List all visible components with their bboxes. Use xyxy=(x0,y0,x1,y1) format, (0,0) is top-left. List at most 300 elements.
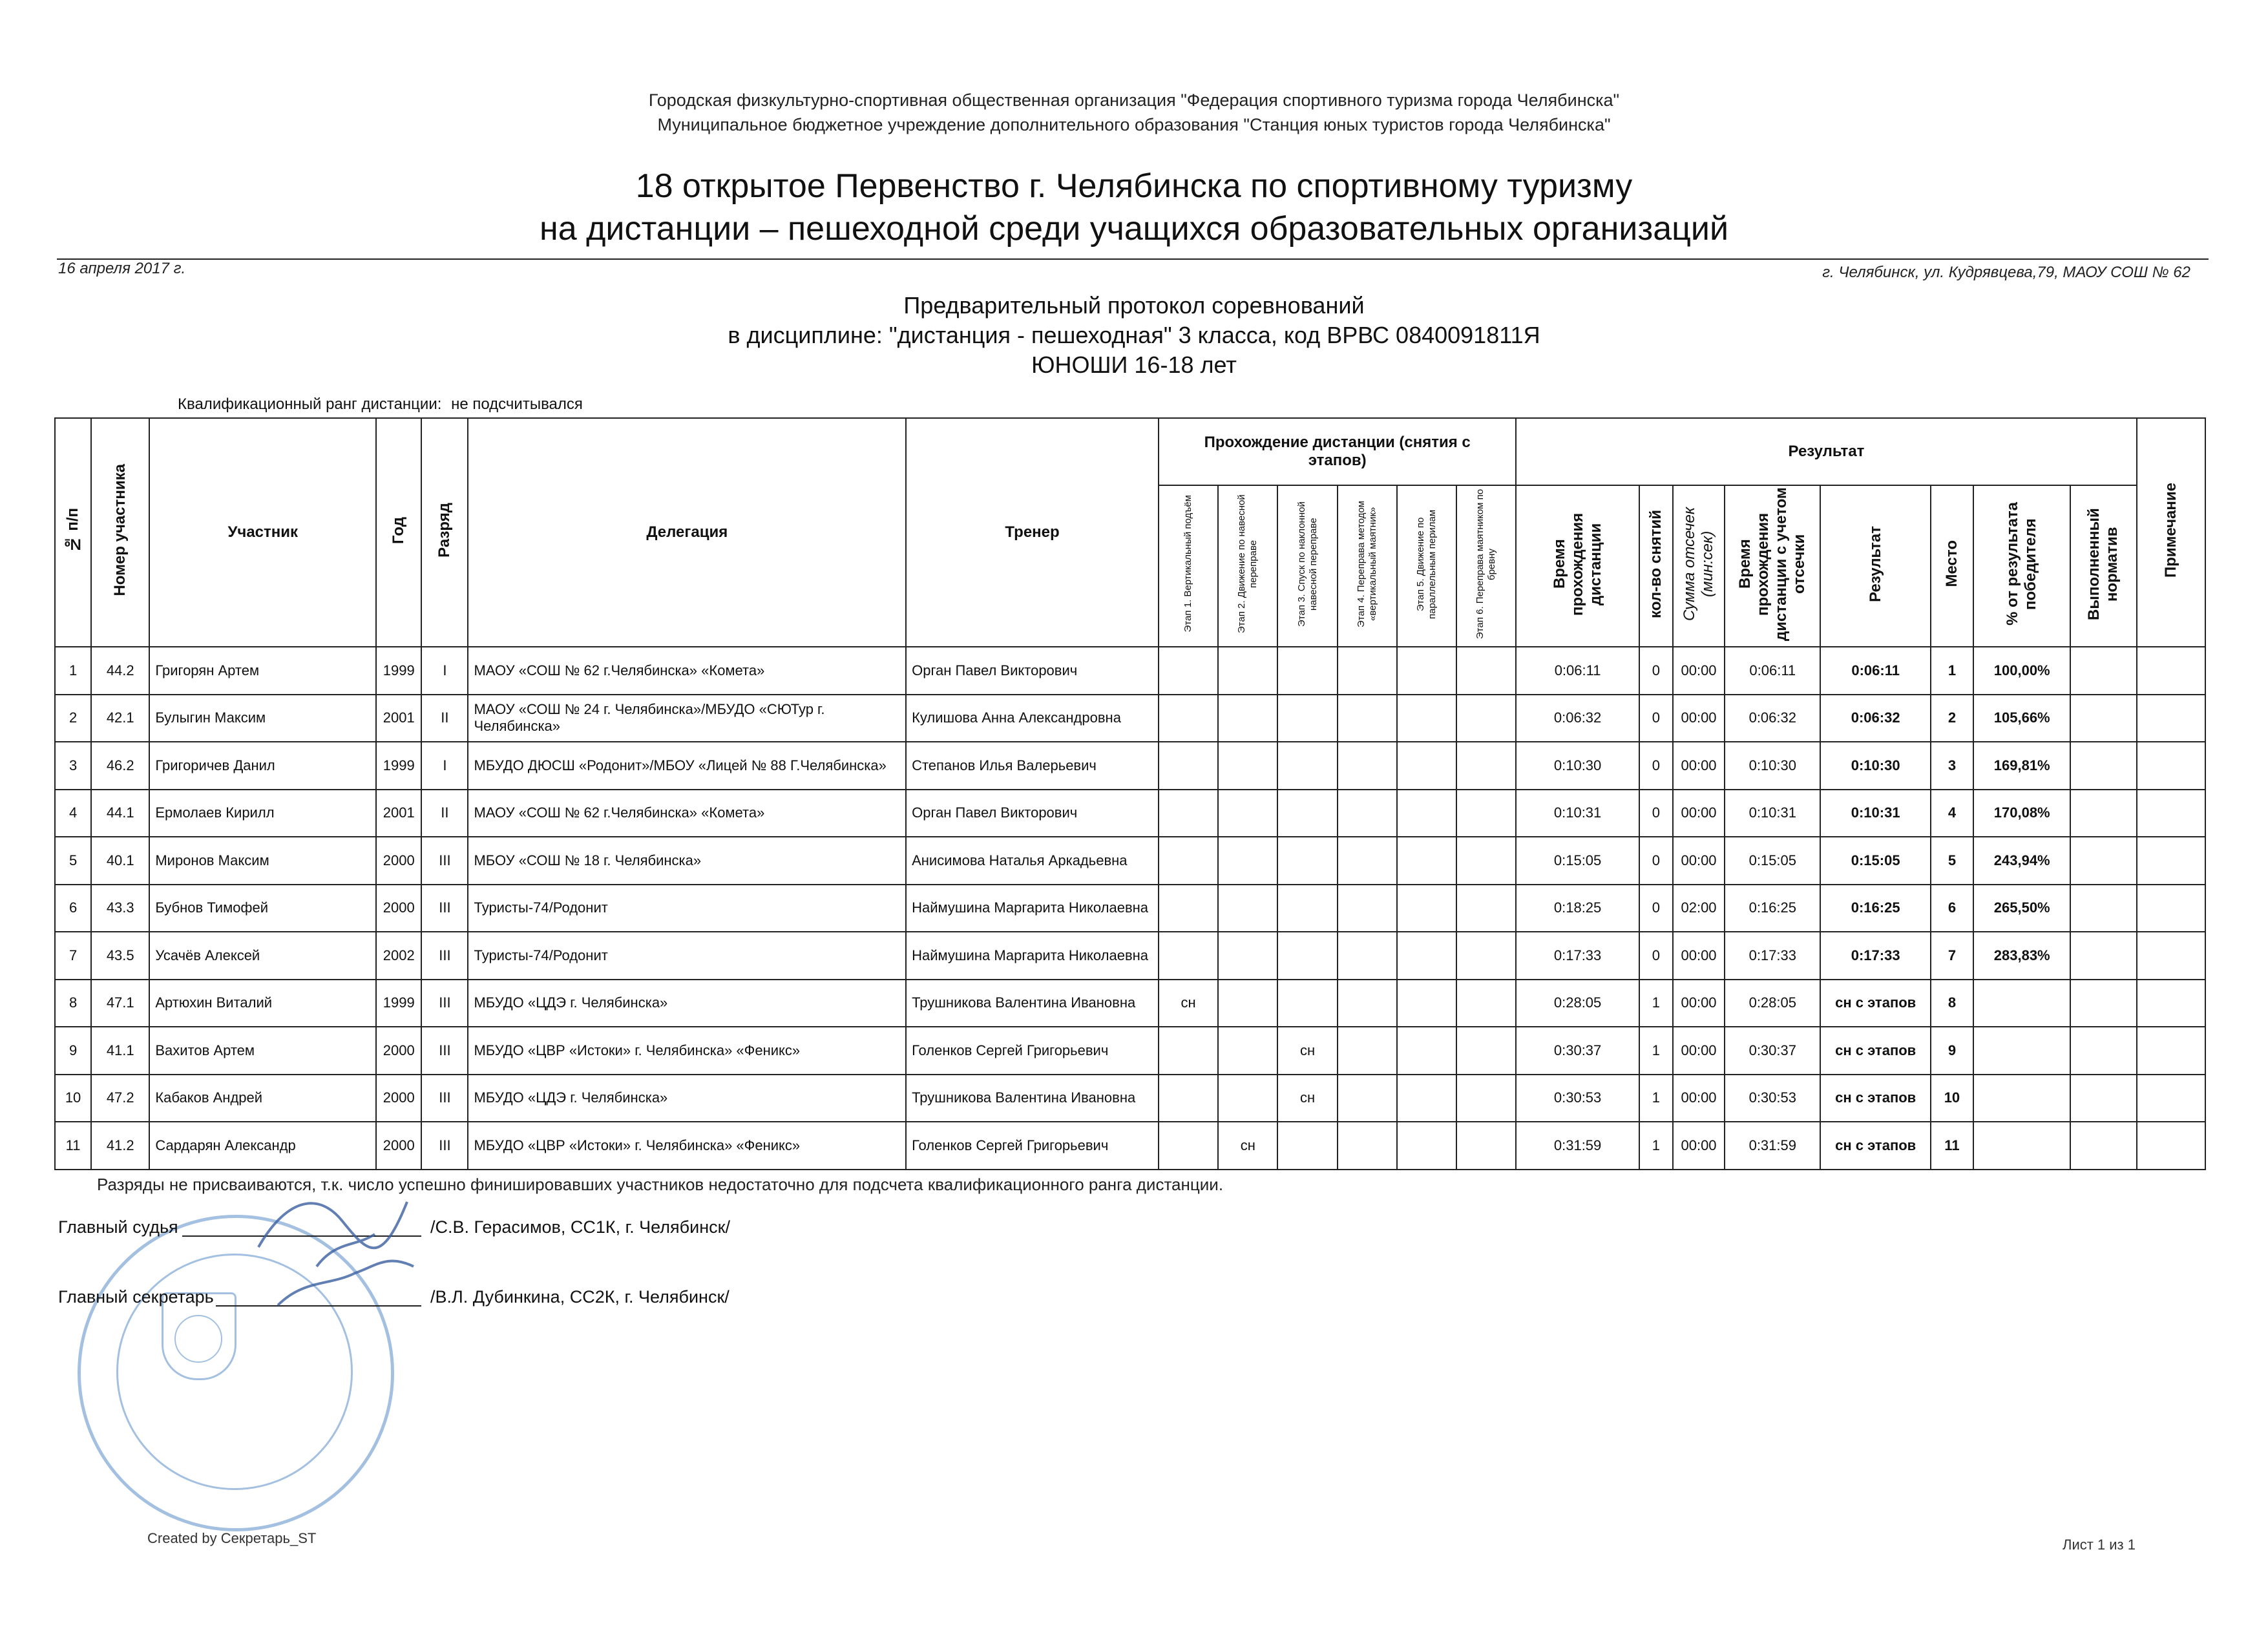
age-group: ЮНОШИ 16-18 лет xyxy=(1031,352,1237,378)
cell-n: 7 xyxy=(55,932,91,980)
cell-s4 xyxy=(1338,1075,1397,1122)
cell-result: 0:16:25 xyxy=(1820,885,1930,932)
cell-coach: Анисимова Наталья Аркадьевна xyxy=(906,837,1159,885)
cell-s4 xyxy=(1338,1027,1397,1075)
cell-delegation: МБОУ «СОШ № 18 г. Челябинска» xyxy=(468,837,906,885)
cell-s6 xyxy=(1456,932,1516,980)
rank-line xyxy=(178,395,583,414)
cell-coach: Трушникова Валентина Ивановна xyxy=(906,1075,1159,1122)
table-row xyxy=(55,695,2205,742)
cell-s3 xyxy=(1277,742,1337,790)
cell-place: 5 xyxy=(1931,837,1973,885)
table-row xyxy=(55,932,2205,980)
cell-s5 xyxy=(1397,647,1456,695)
col-stage-1-header: Этап 1. Вертикальный подъём xyxy=(1159,485,1218,647)
col-norm-header: Выполненный норматив xyxy=(2070,485,2136,647)
cell-place: 6 xyxy=(1931,885,1973,932)
cell-rem: 1 xyxy=(1639,1122,1673,1170)
cell-result: 0:06:32 xyxy=(1820,695,1930,742)
cell-coach: Орган Павел Викторович xyxy=(906,790,1159,837)
cell-year: 1999 xyxy=(376,742,421,790)
cell-s3 xyxy=(1277,790,1337,837)
cell-s6 xyxy=(1456,695,1516,742)
col-stage-5-header: Этап 5. Движение по параллельным перилам xyxy=(1397,485,1456,647)
cell-rank: III xyxy=(421,837,468,885)
cell-s2: сн xyxy=(1218,1122,1277,1170)
cell-time: 0:30:53 xyxy=(1516,1075,1639,1122)
handwritten-signature xyxy=(246,1176,452,1318)
cell-result: сн с этапов xyxy=(1820,1122,1930,1170)
cell-pct xyxy=(1973,1122,2070,1170)
cell-s5 xyxy=(1397,885,1456,932)
cell-pct: 243,94% xyxy=(1973,837,2070,885)
cell-rank: III xyxy=(421,1027,468,1075)
col-result-group-header: Результат xyxy=(1516,418,2136,485)
cell-rank: I xyxy=(421,742,468,790)
cell-s3 xyxy=(1277,647,1337,695)
cell-norm xyxy=(2070,932,2136,980)
cell-name: Миронов Максим xyxy=(149,837,376,885)
table-row xyxy=(55,885,2205,932)
cell-norm xyxy=(2070,885,2136,932)
cell-n: 11 xyxy=(55,1122,91,1170)
cell-s1 xyxy=(1159,1027,1218,1075)
cell-year: 2000 xyxy=(376,1027,421,1075)
cell-norm xyxy=(2070,790,2136,837)
cell-rem: 1 xyxy=(1639,1027,1673,1075)
cell-n: 8 xyxy=(55,980,91,1027)
cell-rem: 1 xyxy=(1639,1075,1673,1122)
cell-s6 xyxy=(1456,1075,1516,1122)
cell-s3 xyxy=(1277,932,1337,980)
col-stage-6-header: Этап 6. Переправа маятником по бревну xyxy=(1456,485,1516,647)
cell-s2 xyxy=(1218,932,1277,980)
col-stage-2-header: Этап 2. Движение по навесной переправе xyxy=(1218,485,1277,647)
cell-s3 xyxy=(1277,837,1337,885)
cell-coach: Наймушина Маргарита Николаевна xyxy=(906,932,1159,980)
cell-coach: Голенков Сергей Григорьевич xyxy=(906,1122,1159,1170)
col-time-header: Время прохождения дистанции xyxy=(1516,485,1639,647)
cell-time: 0:18:25 xyxy=(1516,885,1639,932)
title-line-1: 18 открытое Первенство г. Челябинска по спортивному туризму xyxy=(635,167,1633,205)
cell-time: 0:06:11 xyxy=(1516,647,1639,695)
cell-year: 2000 xyxy=(376,1122,421,1170)
cell-net: 0:17:33 xyxy=(1725,932,1820,980)
cell-delegation: МБУДО «ЦДЭ г. Челябинска» xyxy=(468,1075,906,1122)
cell-norm xyxy=(2070,1122,2136,1170)
cell-result: 0:17:33 xyxy=(1820,932,1930,980)
cell-no: 42.1 xyxy=(91,695,149,742)
cell-note xyxy=(2137,647,2205,695)
cell-place: 4 xyxy=(1931,790,1973,837)
stamp-emblem-icon xyxy=(174,1315,222,1363)
cell-s2 xyxy=(1218,837,1277,885)
cell-cut: 00:00 xyxy=(1673,980,1725,1027)
cell-time: 0:15:05 xyxy=(1516,837,1639,885)
cell-net: 0:31:59 xyxy=(1725,1122,1820,1170)
cell-note xyxy=(2137,1027,2205,1075)
cell-year: 1999 xyxy=(376,647,421,695)
cell-name: Вахитов Артем xyxy=(149,1027,376,1075)
cell-n: 3 xyxy=(55,742,91,790)
cell-note xyxy=(2137,885,2205,932)
cell-no: 43.5 xyxy=(91,932,149,980)
cell-cut: 00:00 xyxy=(1673,695,1725,742)
cell-s1 xyxy=(1159,695,1218,742)
cell-s1 xyxy=(1159,742,1218,790)
cell-s5 xyxy=(1397,932,1456,980)
cell-result: 0:15:05 xyxy=(1820,837,1930,885)
cell-result: 0:10:30 xyxy=(1820,742,1930,790)
cell-s6 xyxy=(1456,1027,1516,1075)
cell-pct: 100,00% xyxy=(1973,647,2070,695)
cell-net: 0:16:25 xyxy=(1725,885,1820,932)
col-result-header: Результат xyxy=(1820,485,1930,647)
cell-pct: 170,08% xyxy=(1973,790,2070,837)
cell-name: Усачёв Алексей xyxy=(149,932,376,980)
cell-s6 xyxy=(1456,885,1516,932)
table-row xyxy=(55,1027,2205,1075)
cell-rem: 0 xyxy=(1639,885,1673,932)
cell-cut: 00:00 xyxy=(1673,837,1725,885)
cell-s1: сн xyxy=(1159,980,1218,1027)
title-line-2: на дистанции – пешеходной среди учащихся образовательных организаций xyxy=(539,210,1728,247)
cell-name: Булыгин Максим xyxy=(149,695,376,742)
cell-place: 11 xyxy=(1931,1122,1973,1170)
chief-judge-label: Главный судья xyxy=(58,1217,178,1237)
cell-pct: 105,66% xyxy=(1973,695,2070,742)
cell-name: Бубнов Тимофей xyxy=(149,885,376,932)
cell-place: 10 xyxy=(1931,1075,1973,1122)
table-row xyxy=(55,1075,2205,1122)
cell-coach: Орган Павел Викторович xyxy=(906,647,1159,695)
col-stage-3-header: Этап 3. Спуск по наклонной навесной переправе xyxy=(1277,485,1337,647)
cell-norm xyxy=(2070,980,2136,1027)
cell-cut: 00:00 xyxy=(1673,742,1725,790)
cell-s6 xyxy=(1456,980,1516,1027)
cell-place: 2 xyxy=(1931,695,1973,742)
discipline: в дисциплине: "дистанция - пешеходная" 3 класса, код ВРВС 0840091811Я xyxy=(728,322,1540,348)
cell-year: 2001 xyxy=(376,790,421,837)
cell-year: 2000 xyxy=(376,1075,421,1122)
cell-s4 xyxy=(1338,695,1397,742)
cell-s2 xyxy=(1218,1027,1277,1075)
cell-result: 0:10:31 xyxy=(1820,790,1930,837)
cell-n: 5 xyxy=(55,837,91,885)
results-table xyxy=(54,417,2206,1170)
cell-no: 43.3 xyxy=(91,885,149,932)
cell-year: 2000 xyxy=(376,885,421,932)
cell-rank: III xyxy=(421,932,468,980)
cell-s2 xyxy=(1218,742,1277,790)
cell-rem: 0 xyxy=(1639,837,1673,885)
cell-name: Ермолаев Кирилл xyxy=(149,790,376,837)
cell-note xyxy=(2137,932,2205,980)
cell-delegation: МАОУ «СОШ № 62 г.Челябинска» «Комета» xyxy=(468,647,906,695)
cell-net: 0:30:37 xyxy=(1725,1027,1820,1075)
cell-norm xyxy=(2070,837,2136,885)
cell-note xyxy=(2137,695,2205,742)
cell-year: 2001 xyxy=(376,695,421,742)
cell-name: Григоричев Данил xyxy=(149,742,376,790)
chief-judge-name: /С.В. Герасимов, СС1К, г. Челябинск/ xyxy=(430,1217,730,1237)
cell-place: 9 xyxy=(1931,1027,1973,1075)
cell-coach: Трушникова Валентина Ивановна xyxy=(906,980,1159,1027)
cell-rem: 1 xyxy=(1639,980,1673,1027)
cell-s2 xyxy=(1218,790,1277,837)
cell-rem: 0 xyxy=(1639,932,1673,980)
cell-name: Григорян Артем xyxy=(149,647,376,695)
footer-note: Разряды не присваиваются, т.к. число успешно финишировавших участников недостаточно для подсчета квалификационного ранга дистанции. xyxy=(97,1175,1224,1194)
cell-cut: 00:00 xyxy=(1673,1075,1725,1122)
cell-year: 1999 xyxy=(376,980,421,1027)
cell-time: 0:10:31 xyxy=(1516,790,1639,837)
cell-time: 0:28:05 xyxy=(1516,980,1639,1027)
cell-s4 xyxy=(1338,790,1397,837)
col-year-header: Год xyxy=(376,418,421,647)
cell-note xyxy=(2137,980,2205,1027)
cell-s4 xyxy=(1338,885,1397,932)
table-row xyxy=(55,742,2205,790)
cell-s4 xyxy=(1338,647,1397,695)
cell-s3 xyxy=(1277,695,1337,742)
cell-s5 xyxy=(1397,1027,1456,1075)
cell-rank: III xyxy=(421,885,468,932)
cell-year: 2002 xyxy=(376,932,421,980)
cell-delegation: МБУДО ДЮСШ «Родонит»/МБОУ «Лицей № 88 Г.Челябинска» xyxy=(468,742,906,790)
cell-coach: Кулишова Анна Александровна xyxy=(906,695,1159,742)
cell-s4 xyxy=(1338,980,1397,1027)
cell-rank: III xyxy=(421,980,468,1027)
col-time-net-header: Время прохождения дистанции с учетом отсечки xyxy=(1725,485,1820,647)
cell-s6 xyxy=(1456,742,1516,790)
cell-n: 10 xyxy=(55,1075,91,1122)
cell-no: 41.1 xyxy=(91,1027,149,1075)
cell-s5 xyxy=(1397,790,1456,837)
cell-year: 2000 xyxy=(376,837,421,885)
cell-time: 0:31:59 xyxy=(1516,1122,1639,1170)
header-divider xyxy=(57,258,2209,260)
cell-name: Сардарян Александр xyxy=(149,1122,376,1170)
event-place: г. Челябинск, ул. Кудрявцева,79, МАОУ СОШ № 62 xyxy=(1822,264,2190,281)
cell-n: 1 xyxy=(55,647,91,695)
cell-norm xyxy=(2070,647,2136,695)
cell-norm xyxy=(2070,1075,2136,1122)
cell-s2 xyxy=(1218,980,1277,1027)
cell-rem: 0 xyxy=(1639,647,1673,695)
org-line-2: Муниципальное бюджетное учреждение дополнительного образования "Станция юных туристов города Челябинска" xyxy=(657,115,1611,134)
protocol-title: Предварительный протокол соревнований xyxy=(903,292,1365,319)
cell-rem: 0 xyxy=(1639,695,1673,742)
cell-time: 0:30:37 xyxy=(1516,1027,1639,1075)
cell-net: 0:28:05 xyxy=(1725,980,1820,1027)
cell-place: 7 xyxy=(1931,932,1973,980)
cell-s1 xyxy=(1159,647,1218,695)
cell-s1 xyxy=(1159,932,1218,980)
event-date: 16 апреля 2017 г. xyxy=(58,260,186,277)
table-row xyxy=(55,980,2205,1027)
cell-s1 xyxy=(1159,837,1218,885)
cell-no: 44.2 xyxy=(91,647,149,695)
cell-delegation: МБУДО «ЦВР «Истоки» г. Челябинска» «Феникс» xyxy=(468,1027,906,1075)
col-cutoff-header: Сумма отсечек (мин:сек) xyxy=(1673,485,1725,647)
cell-delegation: МБУДО «ЦВР «Истоки» г. Челябинска» «Феникс» xyxy=(468,1122,906,1170)
cell-net: 0:10:31 xyxy=(1725,790,1820,837)
cell-norm xyxy=(2070,695,2136,742)
table-row xyxy=(55,647,2205,695)
cell-s5 xyxy=(1397,695,1456,742)
cell-no: 44.1 xyxy=(91,790,149,837)
cell-s5 xyxy=(1397,742,1456,790)
cell-s1 xyxy=(1159,1122,1218,1170)
cell-s5 xyxy=(1397,980,1456,1027)
cell-delegation: Туристы-74/Родонит xyxy=(468,885,906,932)
rank-value: не подсчитывался xyxy=(451,395,583,413)
cell-note xyxy=(2137,742,2205,790)
cell-note xyxy=(2137,790,2205,837)
col-percent-header: % от результата победителя xyxy=(1973,485,2070,647)
col-participant-header: Участник xyxy=(149,418,376,647)
cell-n: 2 xyxy=(55,695,91,742)
col-place-header: Место xyxy=(1931,485,1973,647)
col-passage-header: Прохождение дистанции (снятия с этапов) xyxy=(1159,418,1516,485)
chief-secretary-label: Главный секретарь xyxy=(58,1287,214,1307)
cell-s2 xyxy=(1218,695,1277,742)
cell-s1 xyxy=(1159,790,1218,837)
cell-time: 0:06:32 xyxy=(1516,695,1639,742)
cell-rank: II xyxy=(421,790,468,837)
cell-cut: 00:00 xyxy=(1673,932,1725,980)
cell-rem: 0 xyxy=(1639,790,1673,837)
cell-time: 0:17:33 xyxy=(1516,932,1639,980)
col-participant-no-header: Номер участника xyxy=(91,418,149,647)
cell-s3: сн xyxy=(1277,1027,1337,1075)
cell-s2 xyxy=(1218,885,1277,932)
cell-cut: 00:00 xyxy=(1673,647,1725,695)
cell-result: сн с этапов xyxy=(1820,980,1930,1027)
cell-result: сн с этапов xyxy=(1820,1075,1930,1122)
cell-result: 0:06:11 xyxy=(1820,647,1930,695)
cell-pct: 169,81% xyxy=(1973,742,2070,790)
cell-s3: сн xyxy=(1277,1075,1337,1122)
table-row xyxy=(55,790,2205,837)
cell-n: 9 xyxy=(55,1027,91,1075)
cell-place: 8 xyxy=(1931,980,1973,1027)
cell-place: 1 xyxy=(1931,647,1973,695)
cell-place: 3 xyxy=(1931,742,1973,790)
cell-norm xyxy=(2070,1027,2136,1075)
cell-s4 xyxy=(1338,837,1397,885)
cell-no: 47.1 xyxy=(91,980,149,1027)
cell-pct: 265,50% xyxy=(1973,885,2070,932)
col-delegation-header: Делегация xyxy=(468,418,906,647)
cell-no: 46.2 xyxy=(91,742,149,790)
cell-cut: 00:00 xyxy=(1673,1122,1725,1170)
cell-coach: Наймушина Маргарита Николаевна xyxy=(906,885,1159,932)
cell-delegation: МАОУ «СОШ № 62 г.Челябинска» «Комета» xyxy=(468,790,906,837)
cell-s6 xyxy=(1456,837,1516,885)
col-stage-4-header: Этап 4. Переправа методом «вертикальный маятник» xyxy=(1338,485,1397,647)
cell-note xyxy=(2137,1075,2205,1122)
cell-name: Кабаков Андрей xyxy=(149,1075,376,1122)
cell-rank: II xyxy=(421,695,468,742)
cell-cut: 02:00 xyxy=(1673,885,1725,932)
col-num-header: № п/п xyxy=(55,418,91,647)
cell-rank: I xyxy=(421,647,468,695)
cell-s2 xyxy=(1218,647,1277,695)
cell-norm xyxy=(2070,742,2136,790)
cell-s3 xyxy=(1277,980,1337,1027)
table-row xyxy=(55,1122,2205,1170)
cell-pct xyxy=(1973,1027,2070,1075)
cell-s4 xyxy=(1338,742,1397,790)
cell-s5 xyxy=(1397,837,1456,885)
created-by: Created by Секретарь_ST xyxy=(147,1530,317,1546)
cell-note xyxy=(2137,1122,2205,1170)
cell-s6 xyxy=(1456,647,1516,695)
cell-pct: 283,83% xyxy=(1973,932,2070,980)
col-rank-header: Разряд xyxy=(421,418,468,647)
cell-delegation: Туристы-74/Родонит xyxy=(468,932,906,980)
cell-n: 4 xyxy=(55,790,91,837)
sheet-number: Лист 1 из 1 xyxy=(2063,1537,2136,1553)
cell-net: 0:10:30 xyxy=(1725,742,1820,790)
cell-note xyxy=(2137,837,2205,885)
cell-net: 0:06:32 xyxy=(1725,695,1820,742)
cell-s6 xyxy=(1456,1122,1516,1170)
cell-coach: Степанов Илья Валерьевич xyxy=(906,742,1159,790)
cell-n: 6 xyxy=(55,885,91,932)
col-removals-header: кол-во снятий xyxy=(1639,485,1673,647)
cell-no: 47.2 xyxy=(91,1075,149,1122)
org-line-1: Городская физкультурно-спортивная общественная организация "Федерация спортивного туризма города Челябинска" xyxy=(648,90,1620,110)
rank-label: Квалификационный ранг дистанции: xyxy=(178,395,442,413)
cell-no: 41.2 xyxy=(91,1122,149,1170)
cell-s2 xyxy=(1218,1075,1277,1122)
cell-s5 xyxy=(1397,1122,1456,1170)
cell-cut: 00:00 xyxy=(1673,790,1725,837)
cell-cut: 00:00 xyxy=(1673,1027,1725,1075)
cell-s5 xyxy=(1397,1075,1456,1122)
cell-result: сн с этапов xyxy=(1820,1027,1930,1075)
cell-s3 xyxy=(1277,1122,1337,1170)
col-coach-header: Тренер xyxy=(906,418,1159,647)
cell-pct xyxy=(1973,980,2070,1027)
cell-net: 0:15:05 xyxy=(1725,837,1820,885)
cell-time: 0:10:30 xyxy=(1516,742,1639,790)
cell-s4 xyxy=(1338,1122,1397,1170)
cell-s4 xyxy=(1338,932,1397,980)
cell-net: 0:30:53 xyxy=(1725,1075,1820,1122)
col-note-header: Примечание xyxy=(2137,418,2205,647)
cell-rem: 0 xyxy=(1639,742,1673,790)
cell-coach: Голенков Сергей Григорьевич xyxy=(906,1027,1159,1075)
cell-no: 40.1 xyxy=(91,837,149,885)
chief-secretary-name: /В.Л. Дубинкина, СС2К, г. Челябинск/ xyxy=(430,1287,730,1307)
cell-s1 xyxy=(1159,1075,1218,1122)
cell-net: 0:06:11 xyxy=(1725,647,1820,695)
cell-rank: III xyxy=(421,1075,468,1122)
cell-delegation: МАОУ «СОШ № 24 г. Челябинска»/МБУДО «СЮТур г. Челябинска» xyxy=(468,695,906,742)
table-row xyxy=(55,837,2205,885)
cell-delegation: МБУДО «ЦДЭ г. Челябинска» xyxy=(468,980,906,1027)
cell-s1 xyxy=(1159,885,1218,932)
cell-rank: III xyxy=(421,1122,468,1170)
cell-s6 xyxy=(1456,790,1516,837)
cell-s3 xyxy=(1277,885,1337,932)
cell-pct xyxy=(1973,1075,2070,1122)
cell-name: Артюхин Виталий xyxy=(149,980,376,1027)
